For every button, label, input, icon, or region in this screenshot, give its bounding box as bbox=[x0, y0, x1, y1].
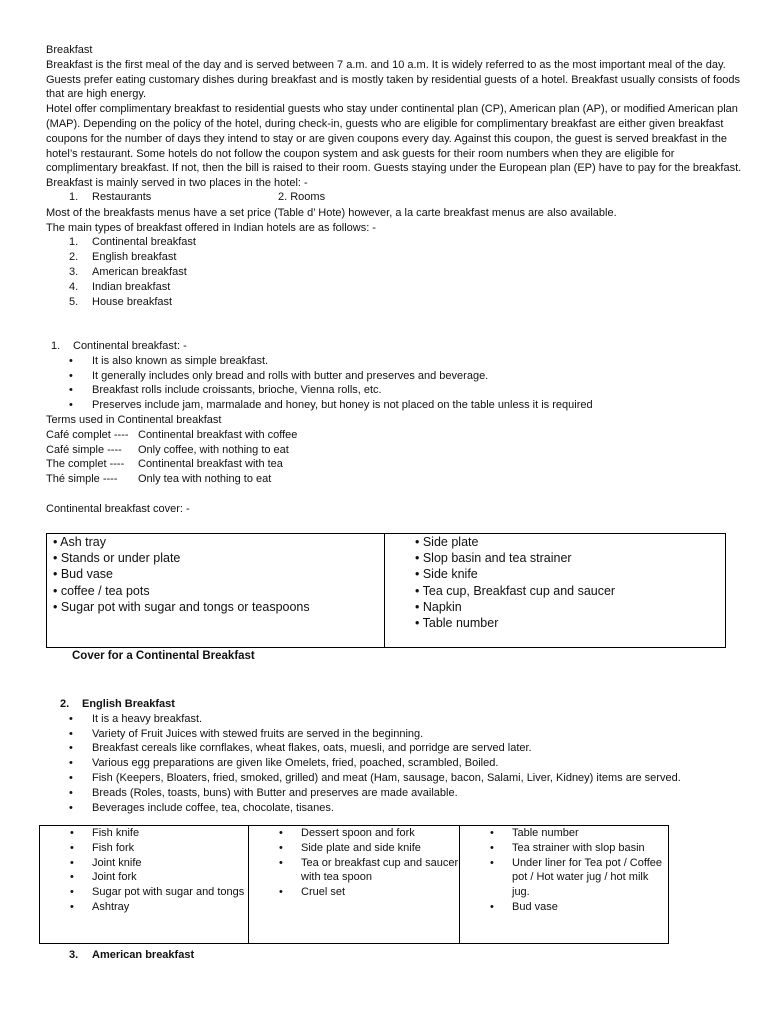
continental-heading: 1. Continental breakfast: - bbox=[51, 340, 187, 352]
list-item: • Bud vase bbox=[460, 900, 668, 915]
menu-paragraph: Most of the breakfasts menus have a set price (Table d’ Hote) however, a la carte breakfast menus are also available. bbox=[46, 206, 617, 219]
english-heading: 2. English Breakfast bbox=[60, 698, 175, 710]
list-item: 1. Continental breakfast bbox=[69, 236, 196, 249]
list-item: • Ashtray bbox=[40, 900, 248, 915]
cover-right-cell bbox=[385, 534, 726, 648]
list-item: • Beverages include coffee, tea, chocolate, tisanes. bbox=[46, 801, 756, 816]
document-body bbox=[46, 43, 746, 309]
continental-bullets bbox=[46, 354, 746, 413]
list-item: • Various egg preparations are given like Omelets, fried, poached, scrambled, Boiled. bbox=[46, 756, 756, 771]
list-item: • Sugar pot with sugar and tongs or teaspoons bbox=[53, 599, 310, 614]
list-item: • coffee / tea pots bbox=[53, 583, 150, 598]
terms-heading: Terms used in Continental breakfast bbox=[46, 413, 222, 426]
list-item: 2. English breakfast bbox=[69, 251, 177, 264]
list-item: 4. Indian breakfast bbox=[69, 280, 171, 293]
intro-paragraph-2: Hotel offer complimentary breakfast to residential guests who stay under continental plan (CP), American plan (AP), or modified American plan (MAP). Depending on the policy of the hotel, during check-in, guests who are eligible for complimentary breakfast are either given breakfast coupons for the number of days they intend to stay or are given coupons every day. Against this coupon, the guest is served breakfast in the hotel’s restaurant. Some hotels do not follow the coupon system and ask guests for their room numbers when they are eligible for complimentary breakfast. If not, then the bill is raised to their room. Guests staying under the European plan (EP) have to pay for the breakfast. bbox=[46, 103, 742, 175]
list-item: • Joint fork bbox=[40, 870, 248, 885]
list-item: • Slop basin and tea strainer bbox=[415, 551, 572, 566]
list-item: • Fish fork bbox=[40, 841, 248, 856]
list-item: • Cruel set bbox=[249, 885, 459, 900]
list-item: • Side plate bbox=[415, 535, 479, 549]
list-item: • It is a heavy breakfast. bbox=[46, 712, 756, 727]
list-item: • Napkin bbox=[415, 599, 462, 614]
list-item: • Breads (Roles, toasts, buns) with Butter and preserves are made available. bbox=[46, 786, 756, 801]
list-item: • Tea cup, Breakfast cup and saucer bbox=[415, 583, 616, 598]
cover-heading: Continental breakfast cover: - bbox=[46, 503, 190, 515]
english-section bbox=[46, 697, 756, 815]
term-row: Café complet ---- Continental breakfast with coffee bbox=[46, 428, 298, 441]
list-item: • Tea or breakfast cup and saucer with tea spoon bbox=[249, 856, 459, 886]
list-item: • Table number bbox=[415, 616, 499, 631]
list-item: • Fish knife bbox=[40, 826, 248, 841]
list-item: 5. House breakfast bbox=[69, 295, 173, 308]
places-list bbox=[46, 191, 746, 206]
english-bullets bbox=[46, 712, 756, 816]
intro-paragraph-1: Breakfast is the first meal of the day and is served between 7 a.m. and 10 a.m. It is widely referred to as the most important meal of the day. Guests prefer eating customary dishes during breakfast and is mostly taken by residential guests of a hotel. Breakfast usually consists of foods that are high energy. bbox=[46, 58, 740, 101]
types-intro: The main types of breakfast offered in Indian hotels are as follows: - bbox=[46, 221, 376, 234]
list-item: • Side knife bbox=[415, 567, 478, 582]
list-item: • Sugar pot with sugar and tongs bbox=[40, 885, 248, 900]
list-item: • Dessert spoon and fork bbox=[249, 826, 459, 841]
list-item: • It is also known as simple breakfast. bbox=[46, 354, 746, 369]
term-row: Café simple ---- Only coffee, with nothing to eat bbox=[46, 443, 289, 456]
list-item: • Bud vase bbox=[53, 567, 113, 582]
place-2: 2. Rooms bbox=[278, 190, 326, 203]
continental-cover-table bbox=[46, 533, 726, 648]
cover-col-1 bbox=[40, 826, 249, 944]
continental-section bbox=[46, 339, 746, 487]
page-title: Breakfast bbox=[46, 44, 93, 56]
list-item: • Joint knife bbox=[40, 856, 248, 871]
list-item: • Fish (Keepers, Bloaters, fried, smoked, grilled) and meat (Ham, sausage, bacon, Salami, Liver, Kidney) items are served. bbox=[46, 771, 756, 786]
term-row: The complet ---- Continental breakfast with tea bbox=[46, 458, 283, 471]
list-item: • Stands or under plate bbox=[53, 551, 181, 566]
list-item: • Under liner for Tea pot / Coffee pot / Hot water jug / hot milk jug. bbox=[460, 856, 668, 900]
list-item: • Ash tray bbox=[53, 535, 107, 549]
breakfast-types-list bbox=[46, 235, 746, 309]
list-item: • Breakfast cereals like cornflakes, wheat flakes, oats, muesli, and porridge are served later. bbox=[46, 741, 756, 756]
terms-list bbox=[46, 428, 746, 487]
list-item: • Variety of Fruit Juices with stewed fruits are served in the beginning. bbox=[46, 727, 756, 742]
term-row: Thé simple ---- Only tea with nothing to eat bbox=[46, 473, 272, 486]
continental-cover-caption: Cover for a Continental Breakfast bbox=[72, 650, 255, 662]
place-1-number: 1. bbox=[69, 190, 79, 203]
list-item: • Breakfast rolls include croissants, brioche, Vienna rolls, etc. bbox=[46, 383, 746, 398]
list-item: • Preserves include jam, marmalade and honey, but honey is not placed on the table unless it is required bbox=[46, 398, 746, 413]
list-item: • Table number bbox=[460, 826, 668, 841]
list-item: • It generally includes only bread and rolls with butter and preserves and beverage. bbox=[46, 369, 746, 384]
place-1: Restaurants bbox=[92, 190, 152, 203]
list-item: 3. American breakfast bbox=[69, 265, 187, 278]
places-intro: Breakfast is mainly served in two places in the hotel: - bbox=[46, 177, 308, 190]
english-cover-table bbox=[39, 825, 669, 944]
cover-col-2 bbox=[249, 826, 460, 944]
american-heading: 3. American breakfast bbox=[69, 949, 195, 961]
list-item: • Side plate and side knife bbox=[249, 841, 459, 856]
cover-col-3 bbox=[460, 826, 669, 944]
cover-left-cell bbox=[47, 534, 385, 648]
list-item: • Tea strainer with slop basin bbox=[460, 841, 668, 856]
